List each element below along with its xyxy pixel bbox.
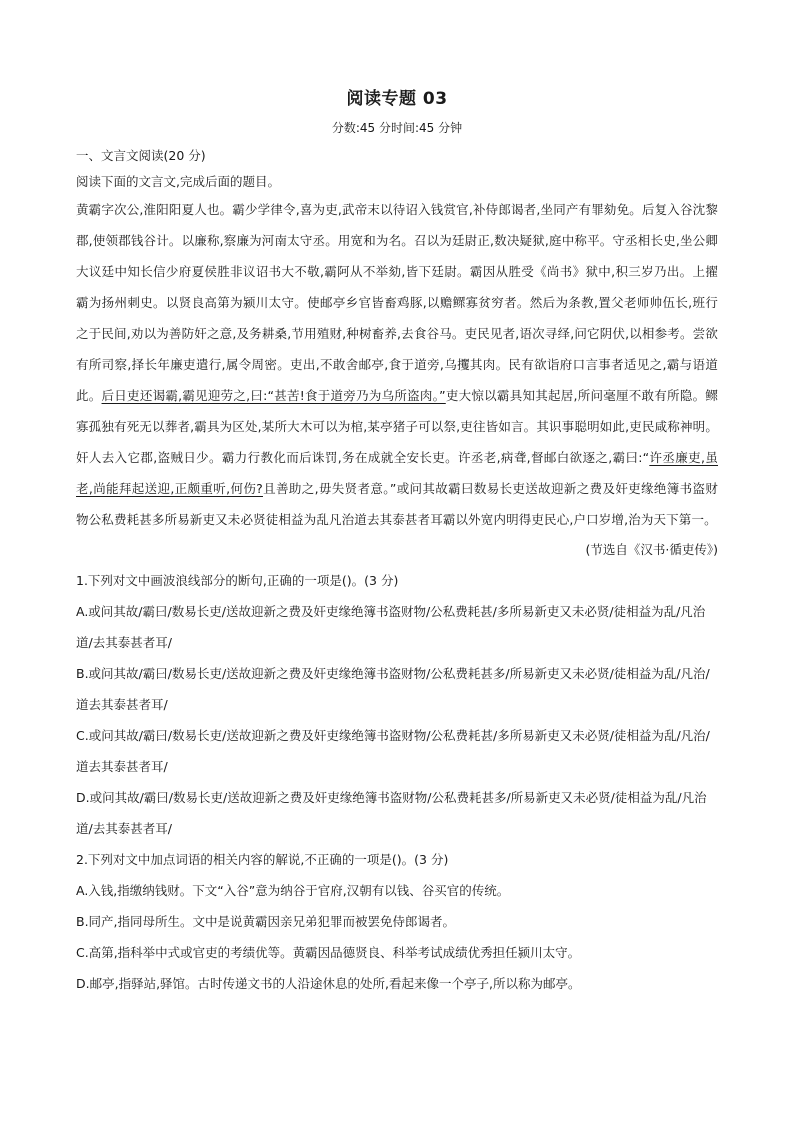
- question-1-option-c: C.或问其故/霸曰/数易长吏/送故迎新之费及奸吏缘绝簿书盗财物/公私费耗甚/多所易新吏又未必贤/徒相益为乱/凡治/道去其泰甚者耳/: [76, 728, 710, 774]
- question-2-option-b: B.同产,指同母所生。文中是说黄霸因亲兄弟犯罪而被罢免侍郎谒者。: [76, 914, 456, 929]
- passage-source: (节选自《汉书·循吏传》): [585, 542, 718, 557]
- document-page: [76, 84, 718, 999]
- question-2-stem: 2.下列对文中加点词语的相关内容的解说,不正确的一项是()。(3 分): [76, 852, 449, 867]
- instructions: 阅读下面的文言文,完成后面的题目。: [76, 174, 280, 189]
- passage-text-1: 黄霸字次公,淮阳阳夏人也。霸少学律令,喜为吏,武帝末以待诏入钱赏官,补侍郎谒者,坐同产有罪劾免。后复入谷沈黎郡,使领郡钱谷计。以廉称,察廉为河南太守丞。用宽和为名。召以为廷尉正,数决疑狱,庭中称平。守丞相长史,坐公卿大议廷中知长信少府夏侯胜非议诏书大不敬,霸阿从不举劾,皆下廷尉。霸因从胜受《尚书》狱中,积三岁乃出。上擢霸为扬州刺史。以贤良高第为颍川太守。使邮亭乡官皆畜鸡豚,以赡鳏寡贫穷者。然后为条教,置父老师帅伍长,班行之于民间,劝以为善防奸之意,及务耕桑,节用殖财,种树畜养,去食谷马。吏民见者,语次寻绎,问它阴伏,以相参考。尝欲有所司察,择长年廉吏遣行,属令周密。吏出,不敢舍邮亭,食于道旁,乌攫其肉。民有欲诣府口言事者适见之,霸与语道此。: [76, 202, 718, 403]
- page-title: 阅读专题 03: [346, 89, 448, 109]
- score-time-info: 分数:45 分时间:45 分钟: [331, 121, 463, 135]
- underlined-sentence-2: 许丞廉吏,虽老,尚能拜起送迎,正颇重听,何伤?: [76, 450, 719, 496]
- question-2-option-a: A.入钱,指缴纳钱财。下文“入谷”意为纳谷于官府,汉朝有以钱、谷买官的传统。: [76, 883, 510, 898]
- passage-text-3: 且善助之,毋失贤者意。”或问其故霸曰数易长吏送故迎新之费及奸吏缘绝簿书盗财物公私费耗甚多所易新吏又未必贤徒相益为乱凡治道去其泰甚者耳霸以外宽内明得吏民心,户口岁增,治为天下第一。: [76, 481, 718, 527]
- section-heading: 一、文言文阅读(20 分): [76, 148, 206, 163]
- question-2-option-c: C.高第,指科举中式或官吏的考绩优等。黄霸因品德贤良、科举考试成绩优秀担任颍川太守。: [76, 945, 581, 960]
- passage-text-2: 吏大惊以霸具知其起居,所问毫厘不敢有所隐。鳏寡孤独有死无以葬者,霸具为区处,某所大木可以为棺,某亭猪子可以祭,吏往皆如言。其识事聪明如此,吏民咸称神明。奸人去入它郡,盗贼日少。霸力行教化而后诛罚,务在成就全安长吏。许丞老,病聋,督邮白欲逐之,霸曰:“: [76, 388, 718, 465]
- underlined-sentence-1: 后日吏还谒霸,霸见迎劳之,曰:“甚苦!食于道旁乃为乌所盗肉。”: [101, 388, 446, 403]
- question-1-option-a: A.或问其故/霸曰/数易长吏/送故迎新之费及奸吏缘绝簿书盗财物/公私费耗甚/多所易新吏又未必贤/徒相益为乱/凡治道/去其泰甚者耳/: [76, 604, 706, 650]
- question-2-option-d: D.邮亭,指驿站,驿馆。古时传递文书的人沿途休息的处所,看起来像一个亭子,所以称为邮亭。: [76, 976, 581, 991]
- question-1-stem: 1.下列对文中画波浪线部分的断句,正确的一项是()。(3 分): [76, 573, 399, 588]
- question-1-option-b: B.或问其故/霸曰/数易长吏/送故迎新之费及奸吏缘绝簿书盗财物/公私费耗甚多/所易新吏又未必贤/徒相益为乱/凡治/道去其泰甚者耳/: [76, 666, 710, 712]
- question-1-option-d: D.或问其故/霸曰/数易长吏/送故迎新之费及奸吏缘绝簿书盗财物/公私费耗甚多/所易新吏又未必贤/徒相益为乱/凡治道/去其泰甚者耳/: [76, 790, 707, 836]
- classical-passage: [76, 194, 718, 535]
